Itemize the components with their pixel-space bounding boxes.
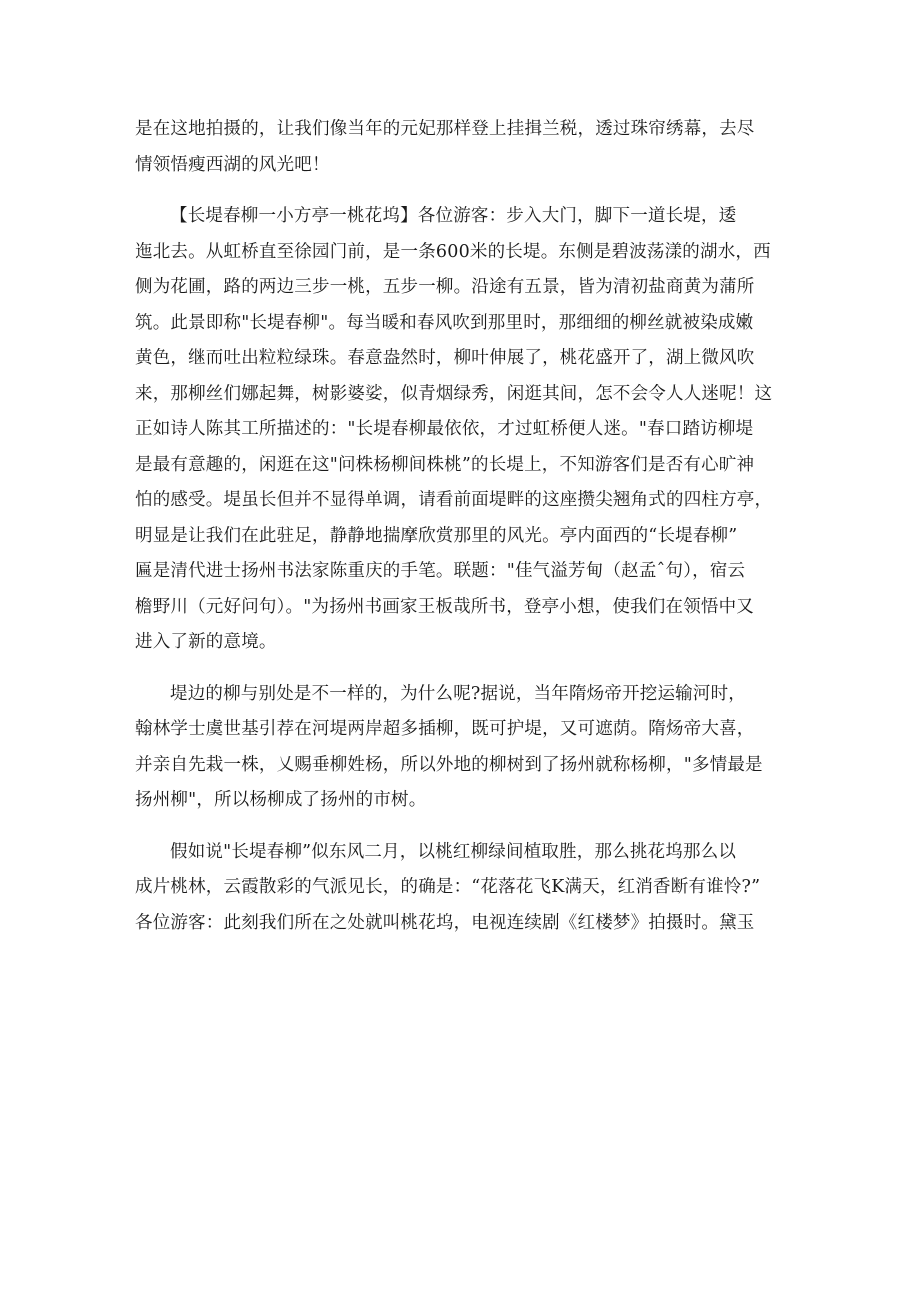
text-line: 是在这地拍摄的，让我们像当年的元妃那样登上挂揖兰税，透过珠帘绣幕，去尽 xyxy=(135,119,755,139)
text-line: 各位游客：此刻我们所在之处就叫桃花坞，电视连续剧《红楼梦》拍摄时。黛玉 xyxy=(135,912,755,933)
text-line: 扬州柳"，所以杨柳成了扬州的市树。 xyxy=(135,790,427,810)
text-line: 正如诗人陈其工所描述的："长堤春柳最依依，才过虹桥便人迷。"春口踏访柳堤 xyxy=(135,419,754,439)
text-line: 情领悟瘦西湖的风光吧！ xyxy=(135,154,330,175)
text-line: 翰林学士虞世基引荐在河堤两岸超多插柳，既可护堤，又可遮荫。隋炀帝大喜， xyxy=(135,719,755,739)
text-line: 筑。此景即称"长堤春柳"。每当暖和春风吹到那里时，那细细的柳丝就被染成嫩 xyxy=(135,312,754,333)
text-line: 进入了新的意境。 xyxy=(135,632,277,652)
text-line: 明显是让我们在此驻足，静静地揣摩欣赏那里的风光。亭内面西的“长堤春柳” xyxy=(135,525,738,546)
text-line: 匾是清代进士扬州书法家陈重庆的手笔。联题："佳气溢芳甸（赵孟ˆ句），宿云 xyxy=(135,561,746,581)
text-line: 黄色，继而吐出粒粒绿珠。春意盎然时，柳叶伸展了，桃花盛开了，湖上微风吹 xyxy=(135,348,755,368)
paragraph-willow-history xyxy=(135,677,795,819)
document-body xyxy=(135,112,795,941)
text-line: 来，那柳丝们娜起舞，树影婆娑，似青烟绿秀，闲逛其间，怎不会令人人迷呢！这 xyxy=(135,383,773,404)
text-line: 檐野川（元好问句）。"为扬州书画家王板哉所书，登亭小想，使我们在领悟中又 xyxy=(135,596,754,617)
text-line-first: 【长堤春柳一小方亭一桃花坞】各位游客：步入大门，脚下一道长堤，逶 xyxy=(170,206,737,226)
text-line: 是最有意趣的，闲逛在这"问株杨柳间株桃”的长堤上，不知游客们是否有心旷神 xyxy=(135,454,755,475)
text-line: 并亲自先栽一株，乂赐垂柳姓杨，所以外地的柳树到了扬州就称杨柳，"多情最是 xyxy=(135,754,763,775)
text-line: 怕的感受。堤虽长但并不显得单调，请看前面堤畔的这座攒尖翘角式的四柱方亭， xyxy=(135,490,773,510)
paragraph-spacer xyxy=(135,819,795,835)
text-line: 迤北去。从虹桥直至徐园门前，是一条600米的长堤。东侧是碧波荡漾的湖水，西 xyxy=(135,241,771,262)
text-line-first: 堤边的柳与别处是不一样的，为什么呢?据说，当年隋炀帝开挖运输河时， xyxy=(170,683,746,704)
paragraph-changdi-chunliu xyxy=(135,199,795,661)
paragraph-taohuawu xyxy=(135,835,795,942)
paragraph-spacer xyxy=(135,183,795,199)
text-line-first: 假如说"长堤春柳”似东风二月，以桃红柳绿间植取胜，那么挑花坞那么以 xyxy=(170,841,737,862)
paragraph-intro-continuation xyxy=(135,112,795,183)
text-line: 成片桃林，云霞散彩的气派见长，的确是：“花落花飞K满天，红消香断有谁怜?” xyxy=(135,877,761,897)
paragraph-spacer xyxy=(135,661,795,677)
text-line: 侧为花圃，路的两边三步一桃，五步一柳。沿途有五景，皆为清初盐商黄为蒲所 xyxy=(135,277,755,297)
